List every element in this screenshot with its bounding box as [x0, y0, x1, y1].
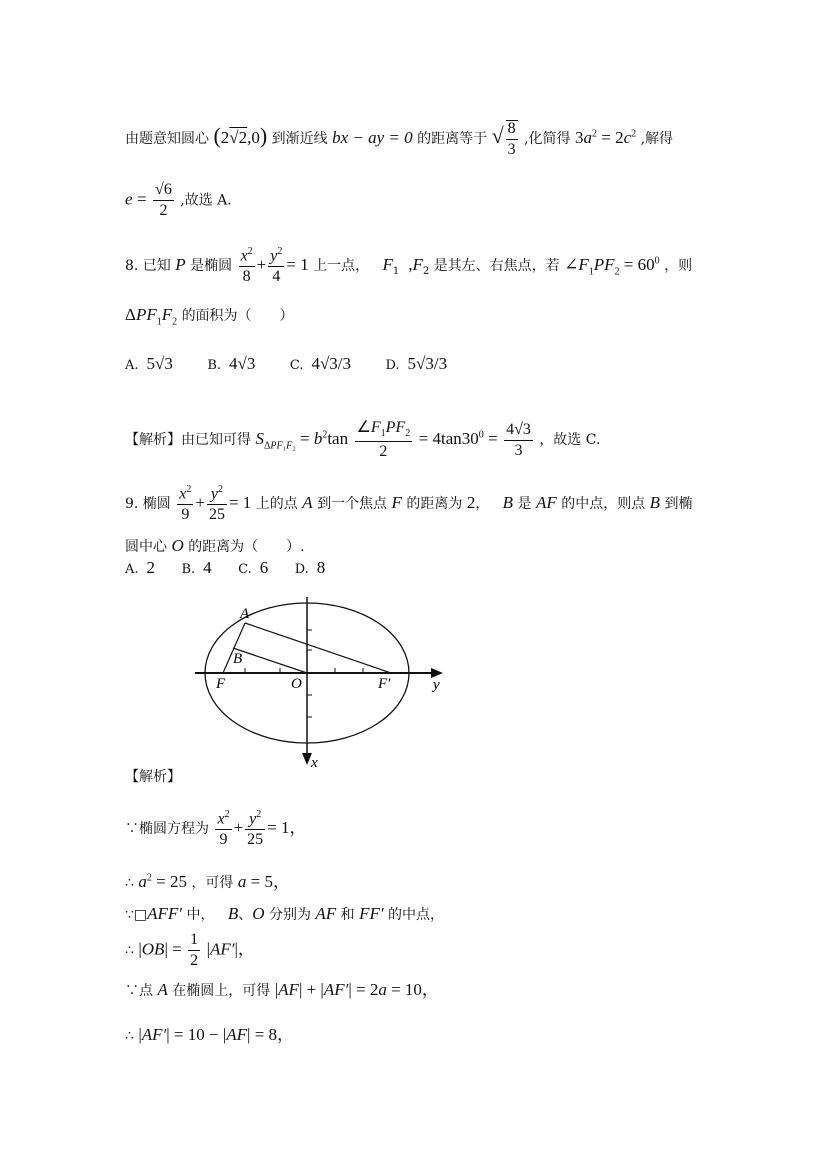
option-9b: B. 4 — [181, 558, 212, 577]
asymptote-eq: bx − ay = 0 — [332, 128, 413, 147]
solution7-line2: e = $\frac{√6}{2}$ ,故选 A. — [125, 181, 232, 219]
solution9-step5: ∵点 A 在椭圆上，可得 |AF| + |AF′| = 2a = 10， — [125, 980, 439, 999]
solution9-step2: ∴ $a^2 = 25$ ，可得 a = 5， — [125, 872, 290, 891]
option-8d: D. 5√3/3 — [385, 354, 448, 373]
label-O: O — [291, 676, 302, 692]
question8-solution: 【解析】由已知可得 $S_{\Delta PF_1F_2} = b^2\tan$ $\frac{\angle F_1PF_2}{2}$ = $4\tan 30^0$ = $\frac{4√3}{3}$ ，故选 C. — [125, 419, 601, 461]
label-Fprime: F′ — [378, 676, 391, 692]
question8-line1: 8. 已知 P 是椭圆 $\frac{x^2}{8}$ + $\frac{y^2}{4}$ = 1 上一点， $F_1$ $,F_2$ 是其左、右焦点，若 $\angle F_1PF_2 = 60^0$ ，则 — [125, 246, 693, 286]
segment-BO — [233, 648, 307, 673]
simplified-eq: $3a^2 = 2c^2$ — [575, 128, 637, 147]
solution9-step1: ∵椭圆方程为 $\frac{x^2}{9}$ + $\frac{y^2}{25}$ = 1， — [125, 809, 307, 849]
option-8b: B. 4√3 — [207, 354, 256, 373]
question8-options — [125, 355, 477, 372]
option-9c: C. 6 — [238, 558, 269, 577]
solution9-step6: ∴ |AF′| = 10 − |AF| = 8， — [125, 1025, 295, 1044]
solution9-label: 【解析】 — [125, 769, 181, 785]
label-F: F — [216, 676, 226, 692]
option-8c: C. 4√3/3 — [289, 354, 351, 373]
question9-options — [125, 559, 347, 576]
segment-AFp — [245, 623, 391, 673]
label-B: B — [233, 651, 243, 667]
solution9-step3: ∵□AFF′ 中， B、O 分别为 AF 和 FF′ 的中点， — [125, 904, 445, 923]
question9-line1: 9. 椭圆 $\frac{x^2}{9}$ + $\frac{y^2}{25}$ = 1 上的点 A 到一个焦点 F 的距离为 2， B 是 AF 的中点，则点 B 到椭 — [125, 484, 693, 524]
option-8a: A. 5√3 — [125, 354, 173, 373]
question8-line2: $\Delta PF_1F_2$ 的面积为（ ） — [125, 305, 294, 328]
ellipse-figure — [185, 595, 455, 775]
label-y: y — [433, 677, 440, 693]
solution7-line1: 由题意知圆心 (2√2,0) 到渐近线 bx − ay = 0 的距离等于 √ $\frac{8}{3}$ ,化简得 $3a^2 = 2c^2$ ,解得 — [125, 120, 674, 158]
label-A: A — [240, 606, 250, 622]
question9-line2: 圆中心 O 的距离为（ ）. — [125, 536, 305, 555]
label-x: x — [311, 755, 318, 771]
solution9-step4: ∴ |OB| = $\frac{1}{2}$ |AF′|， — [125, 931, 255, 969]
circle-center: ( — [213, 123, 221, 148]
option-9d: D. 8 — [294, 558, 326, 577]
option-9a: A. 2 — [125, 558, 156, 577]
